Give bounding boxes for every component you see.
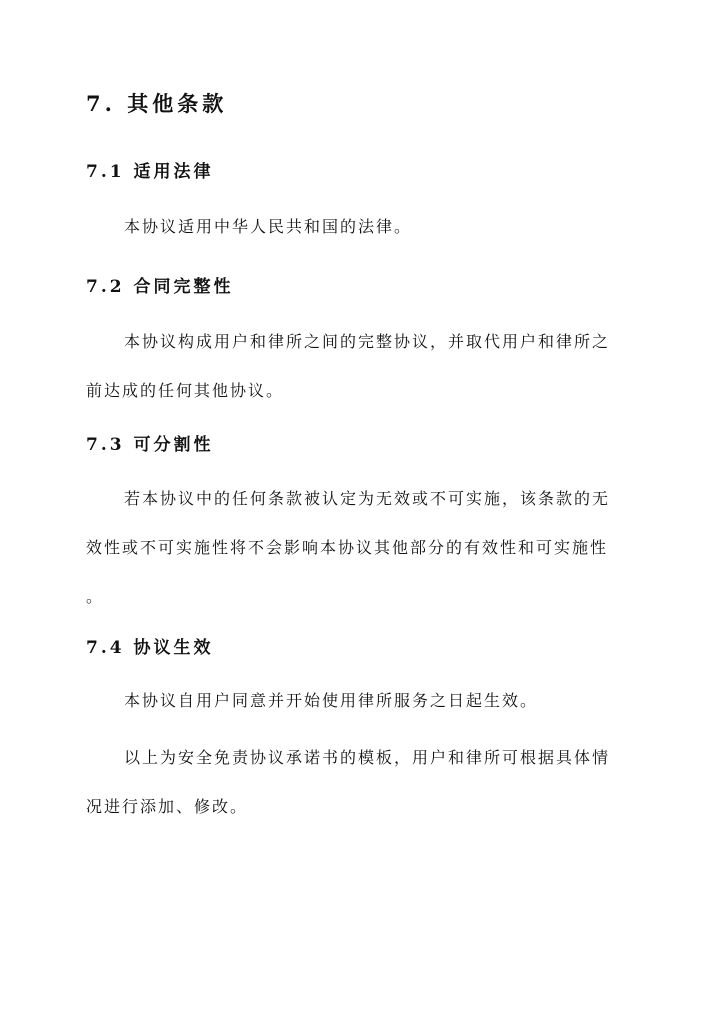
- paragraph-line: 若本协议中的任何条款被认定为无效或不可实施，该条款的无: [124, 489, 611, 508]
- paragraph-line: 前达成的任何其他协议。: [86, 381, 285, 400]
- paragraph-line: 效性或不可实施性将不会影响本协议其他部分的有效性和可实施性: [86, 538, 609, 557]
- paragraph-applicable-law: [86, 202, 642, 251]
- paragraph-line: 以上为安全免责协议承诺书的模板，用户和律所可根据具体情: [124, 748, 611, 767]
- subsection-title-contract-integrity: 7.2 合同完整性: [86, 277, 234, 297]
- paragraph-line: 本协议自用户同意并开始使用律所服务之日起生效。: [124, 691, 539, 710]
- paragraph-contract-integrity: [86, 317, 642, 415]
- paragraph-line: 本协议构成用户和律所之间的完整协议，并取代用户和律所之: [124, 332, 611, 351]
- paragraph-line: 本协议适用中华人民共和国的法律。: [124, 217, 413, 236]
- subsection-title-severability: 7.3 可分割性: [86, 435, 214, 455]
- subsection-title-effectiveness: 7.4 协议生效: [86, 638, 214, 658]
- paragraph-severability: [86, 474, 642, 621]
- subsection-title-applicable-law: 7.1 适用法律: [86, 162, 214, 182]
- section-title: 7. 其他条款: [86, 91, 228, 116]
- paragraph-line: 。: [86, 587, 105, 606]
- paragraph-line: 况进行添加、修改。: [86, 797, 249, 816]
- paragraph-effectiveness: [86, 676, 642, 725]
- closing-paragraph: [86, 733, 642, 831]
